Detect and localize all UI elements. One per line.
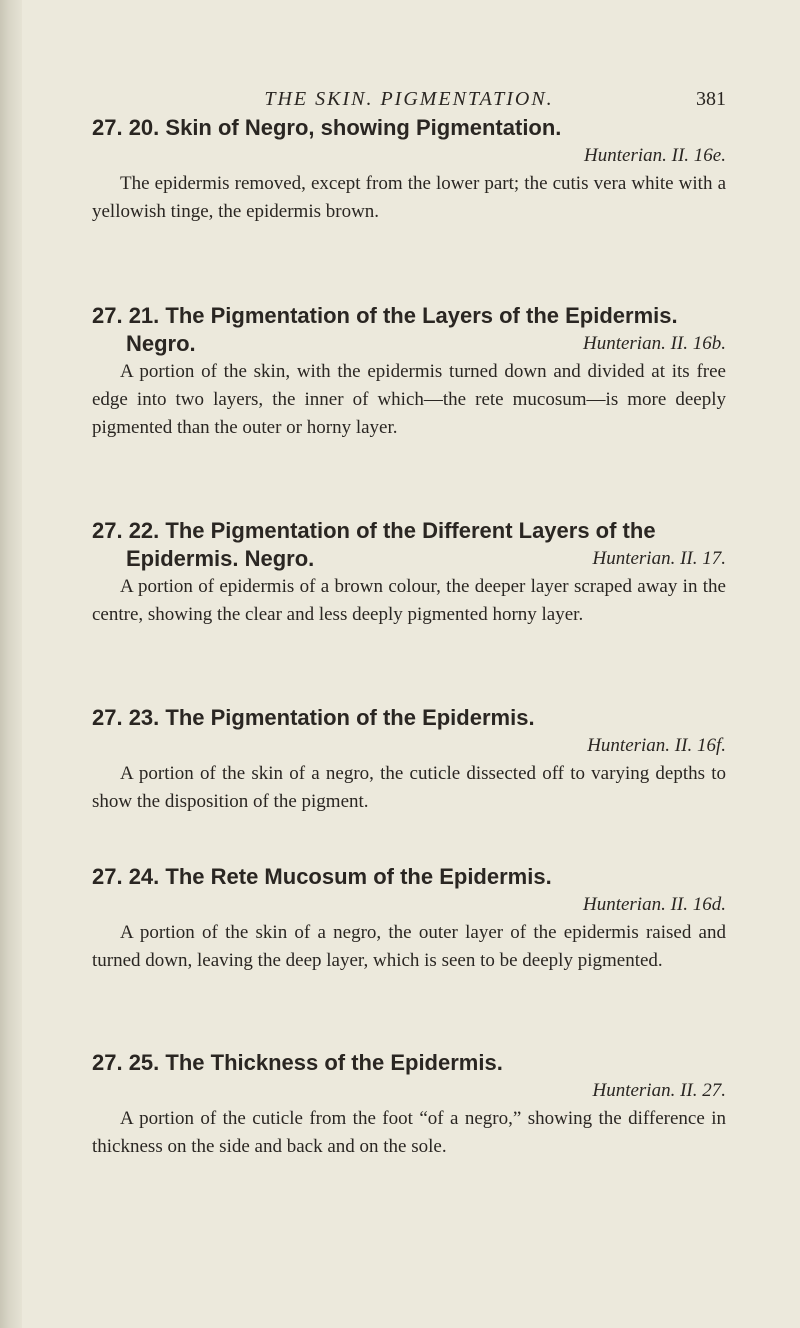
- entry-number: 27. 20.: [92, 115, 160, 140]
- entry-description: A portion of epidermis of a brown colour, the deeper layer scraped away in the centre, showing the clear and less deeply pigmented horny layer.: [92, 576, 726, 625]
- entry-title: [92, 1049, 726, 1077]
- entry-description: A portion of the skin of a negro, the cuticle dissected off to varying depths to show the disposition of the pigment.: [92, 763, 726, 812]
- page-number: 381: [696, 88, 726, 110]
- entry-title-text: The Thickness of the Epidermis.: [165, 1050, 503, 1075]
- entry-title: [92, 704, 726, 732]
- entry-reference: Hunterian. II. 17.: [592, 548, 726, 569]
- entry-reference: Hunterian. II. 16e.: [584, 145, 726, 166]
- entry-title-text: The Pigmentation of the Layers of the Epidermis.: [165, 303, 678, 328]
- entry-title-text: The Pigmentation of the Epidermis.: [165, 705, 535, 730]
- book-page: [92, 88, 726, 1157]
- entry-number: 27. 22.: [92, 518, 160, 543]
- entry-reference: Hunterian. II. 16d.: [582, 894, 726, 915]
- entry-title-continued: Epidermis. Negro.: [126, 546, 315, 571]
- entry-description: A portion of the skin, with the epidermis turned down and divided at its free edge into two layers, the inner of which—the rete mucosum—is more deeply pigmented than the outer or horny layer.: [92, 361, 726, 438]
- entry-title: [92, 114, 726, 142]
- entry-number: 27. 24.: [92, 864, 160, 889]
- entry-number: 27. 21.: [92, 303, 160, 328]
- entry-title: [92, 863, 726, 891]
- entry-description: A portion of the skin of a negro, the outer layer of the epidermis raised and turned down, leaving the deep layer, which is seen to be deeply pigmented.: [92, 922, 726, 971]
- entry-description: The epidermis removed, except from the lower part; the cutis vera white with a yellowish tinge, the epidermis brown.: [92, 173, 726, 222]
- entry-reference: Hunterian. II. 27.: [592, 1080, 726, 1101]
- entry-title-text: The Pigmentation of the Different Layers of the: [165, 518, 656, 543]
- catalogue-entry: [92, 114, 726, 226]
- entry-title: [92, 517, 726, 573]
- entry-number: 27. 23.: [92, 705, 160, 730]
- catalogue-entry: [92, 1049, 726, 1161]
- running-title: THE SKIN. PIGMENTATION.: [264, 88, 554, 110]
- catalogue-entry: [92, 517, 726, 629]
- entry-reference: Hunterian. II. 16f.: [587, 735, 726, 756]
- catalogue-entry: [92, 704, 726, 816]
- entry-title-text: The Rete Mucosum of the Epidermis.: [165, 864, 552, 889]
- entry-description: A portion of the cuticle from the foot “of a negro,” showing the difference in thickness on the side and back and on the sole.: [92, 1108, 726, 1157]
- entry-reference: Hunterian. II. 16b.: [582, 333, 726, 354]
- entry-title-text: Skin of Negro, showing Pigmentation.: [165, 115, 562, 140]
- entry-title-continued: Negro.: [126, 331, 196, 356]
- catalogue-entry: [92, 302, 726, 442]
- entry-title: [92, 302, 726, 358]
- entry-number: 27. 25.: [92, 1050, 160, 1075]
- catalogue-entry: [92, 863, 726, 975]
- page-binding-shadow: [0, 0, 22, 1328]
